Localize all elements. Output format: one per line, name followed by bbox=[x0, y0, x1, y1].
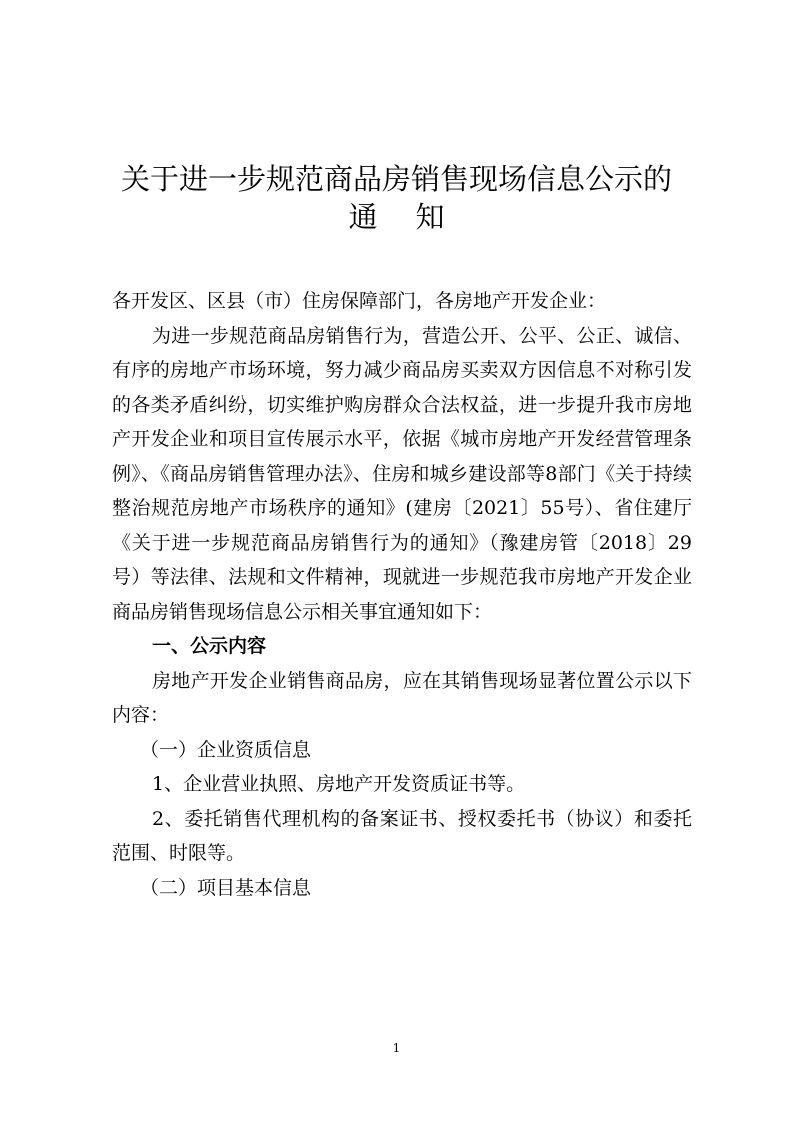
subsection2-heading: （二）项目基本信息 bbox=[140, 876, 312, 899]
document-title-line1: 关于进一步规范商品房销售现场信息公示的 bbox=[120, 162, 672, 196]
list-item-2: 2、委托销售代理机构的备案证书、授权委托书（协议）和委托范围、时限等。 bbox=[112, 807, 692, 864]
section1-paragraph: 房地产开发企业销售商品房，应在其销售现场显著位置公示以下内容： bbox=[112, 669, 692, 726]
document-body bbox=[112, 284, 692, 905]
section1-heading: 一、公示内容 bbox=[152, 635, 267, 657]
list-item-1: 1、企业营业执照、房地产开发资质证书等。 bbox=[152, 773, 526, 795]
page-number: 1 bbox=[392, 1041, 401, 1055]
document-title-line2: 通知 bbox=[348, 200, 483, 234]
subsection1-heading: （一）企业资质信息 bbox=[140, 738, 312, 761]
salutation: 各开发区、区县（市）住房保障部门，各房地产开发企业： bbox=[112, 290, 607, 312]
intro-paragraph: 为进一步规范商品房销售行为，营造公开、公平、公正、诚信、有序的房地产市场环境，努力减少商品房买卖双方因信息不对称引发的各类矛盾纠纷，切实维护购房群众合法权益，进一步提升我市房地产开发企业和项目宣传展示水平，依据《城市房地产开发经营管理条例》、《商品房销售管理办法》、住房和城乡建设部等8部门《关于持续整治规范房地产市场秩序的通知》(建房〔2021〕55号）、省住建厅《关于进一步规范商品房销售行为的通知》（豫建房管〔2018〕29号）等法律、法规和文件精神，现就进一步规范我市房地产开发企业商品房销售现场信息公示相关事宜通知如下： bbox=[112, 324, 692, 623]
